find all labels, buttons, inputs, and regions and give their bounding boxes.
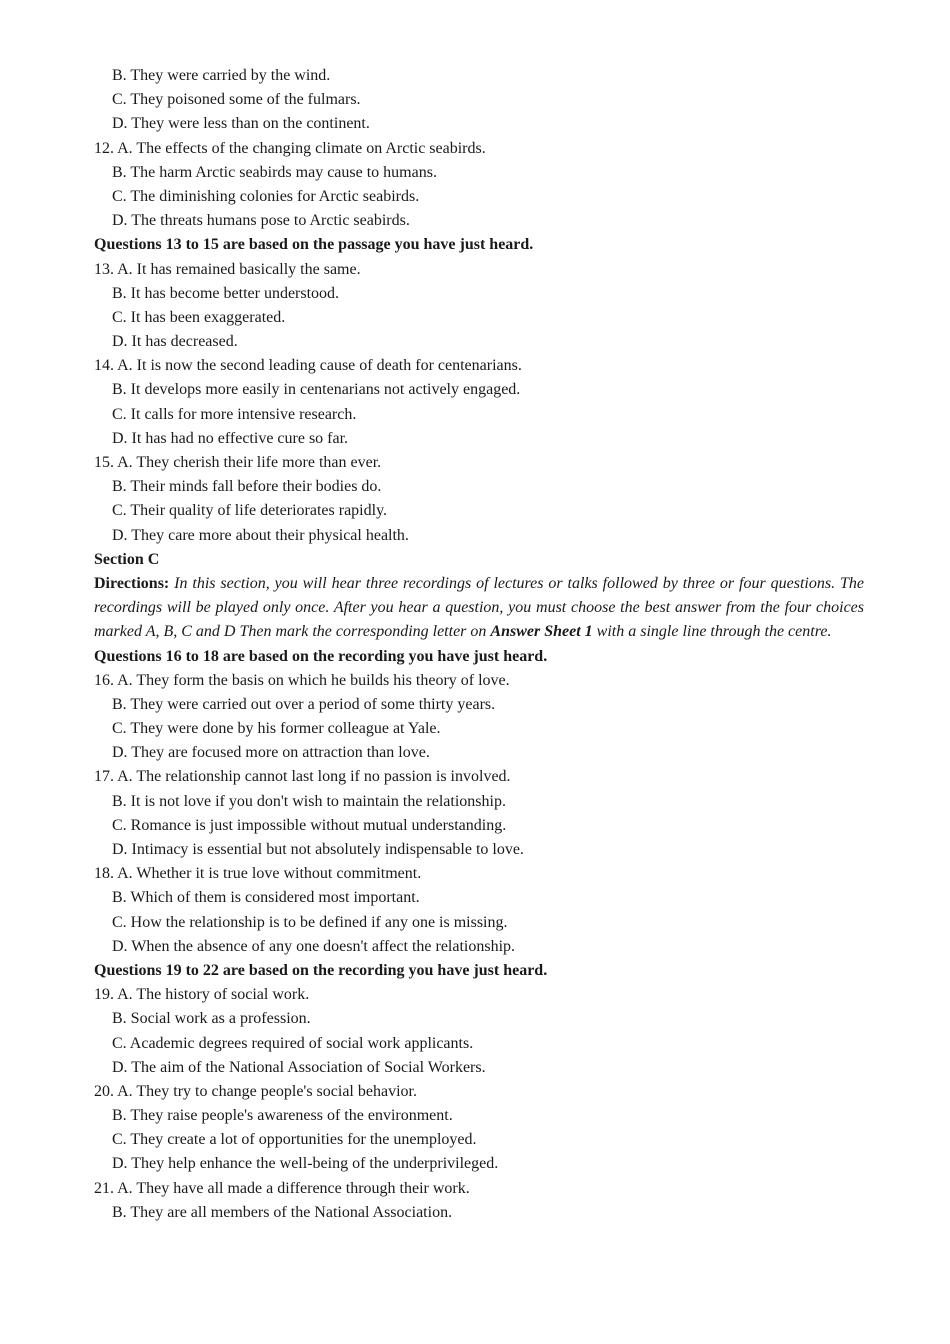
q21-option-a: 21. A. They have all made a difference through their work. (94, 1179, 470, 1197)
q12-option-d: D. The threats humans pose to Arctic seabirds. (112, 212, 410, 230)
q20-option-a: 20. A. They try to change people's social behavior. (94, 1082, 417, 1100)
heading-questions-16-18: Questions 16 to 18 are based on the recording you have just heard. (94, 647, 548, 665)
q19-option-d: D. The aim of the National Association of Social Workers. (112, 1058, 486, 1076)
q13-option-a: 13. A. It has remained basically the same. (94, 260, 361, 278)
q20-option-d: D. They help enhance the well-being of the underprivileged. (112, 1155, 499, 1173)
q14-option-c: C. It calls for more intensive research. (112, 405, 357, 423)
q19-option-b: B. Social work as a profession. (112, 1010, 311, 1028)
q18-option-a: 18. A. Whether it is true love without commitment. (94, 865, 422, 883)
q18-option-b: B. Which of them is considered most important. (112, 889, 420, 907)
q21-option-b: B. They are all members of the National Association. (112, 1203, 453, 1221)
q13-option-c: C. It has been exaggerated. (112, 308, 286, 326)
section-c-heading: Section C (94, 550, 160, 568)
q19-option-c: C. Academic degrees required of social work applicants. (112, 1034, 474, 1052)
exam-page (94, 64, 864, 1225)
q13-option-d: D. It has decreased. (112, 333, 238, 351)
q17-option-a: 17. A. The relationship cannot last long if no passion is involved. (94, 768, 511, 786)
q12-option-a: 12. A. The effects of the changing climate on Arctic seabirds. (94, 139, 486, 157)
directions-label: Directions: (94, 574, 170, 592)
q15-option-b: B. Their minds fall before their bodies do. (112, 478, 382, 496)
q17-option-b: B. It is not love if you don't wish to maintain the relationship. (112, 792, 506, 810)
q11-option-d: D. They were less than on the continent. (112, 115, 370, 133)
q14-option-b: B. It develops more easily in centenarians not actively engaged. (112, 381, 521, 399)
q11-option-b: B. They were carried by the wind. (112, 67, 331, 84)
q18-option-c: C. How the relationship is to be defined if any one is missing. (112, 913, 508, 931)
q14-option-a: 14. A. It is now the second leading cause of death for centenarians. (94, 357, 522, 375)
q14-option-d: D. It has had no effective cure so far. (112, 429, 349, 447)
directions-answer-sheet: Answer Sheet 1 (490, 623, 593, 641)
q11-option-c: C. They poisoned some of the fulmars. (112, 91, 361, 109)
q15-option-d: D. They care more about their physical health. (112, 526, 409, 544)
heading-questions-13-15: Questions 13 to 15 are based on the passage you have just heard. (94, 236, 534, 254)
q12-option-c: C. The diminishing colonies for Arctic seabirds. (112, 187, 420, 205)
heading-questions-19-22: Questions 19 to 22 are based on the recording you have just heard. (94, 961, 548, 979)
q15-option-c: C. Their quality of life deteriorates rapidly. (112, 502, 388, 520)
q20-option-b: B. They raise people's awareness of the environment. (112, 1107, 453, 1125)
q17-option-c: C. Romance is just impossible without mutual understanding. (112, 816, 507, 834)
section-c-directions (94, 572, 864, 645)
q16-option-a: 16. A. They form the basis on which he builds his theory of love. (94, 671, 510, 689)
directions-body: In this section, you will hear three recordings of lectures or talks followed by three or four questions. The recordings will be played only once. After you hear a question, you must choose the best answer from the four choices marked A, B, C and D Then mark the corresponding letter on (94, 574, 864, 641)
q16-option-d: D. They are focused more on attraction than love. (112, 744, 430, 762)
directions-tail: with a single line through the centre. (592, 623, 832, 641)
q12-option-b: B. The harm Arctic seabirds may cause to humans. (112, 163, 437, 181)
q20-option-c: C. They create a lot of opportunities for the unemployed. (112, 1131, 477, 1149)
q19-option-a: 19. A. The history of social work. (94, 986, 310, 1004)
q17-option-d: D. Intimacy is essential but not absolutely indispensable to love. (112, 841, 524, 859)
q15-option-a: 15. A. They cherish their life more than ever. (94, 454, 382, 471)
q16-option-c: C. They were done by his former colleague at Yale. (112, 720, 441, 738)
q13-option-b: B. It has become better understood. (112, 284, 340, 302)
q16-option-b: B. They were carried out over a period of some thirty years. (112, 695, 496, 713)
q18-option-d: D. When the absence of any one doesn't affect the relationship. (112, 937, 516, 955)
